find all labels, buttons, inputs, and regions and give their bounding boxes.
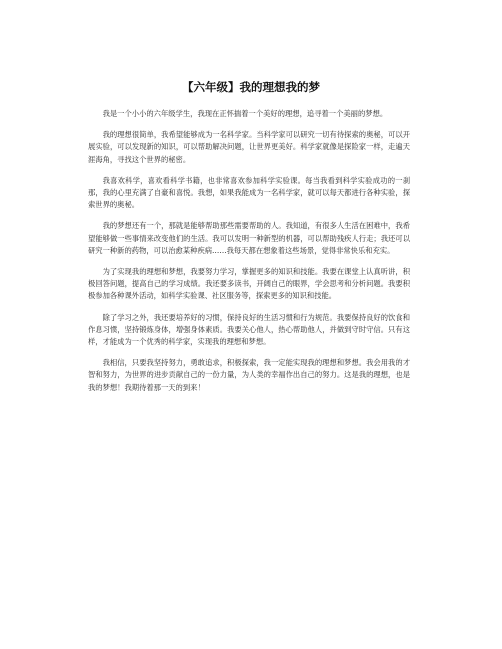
paragraph-2: 我的理想很简单，我希望能够成为一名科学家。当科学家可以研究一切有待探索的奥秘，可以开展实验，可以发现新的知识，可以帮助解决问题，让世界更美好。科学家就像是探险家一样，走遍天涯海角，寻找这个世界的秘密。 xyxy=(88,130,410,164)
document-body xyxy=(88,108,410,403)
document-title: 【六年级】我的理想我的梦 xyxy=(182,80,320,94)
paragraph-5: 为了实现我的理想和梦想，我要努力学习，掌握更多的知识和技能。我要在课堂上认真听讲，积极回答问题，提高自己的学习成绩。我还要多读书，开阔自己的眼界，学会思考和分析问题。我要积极参加各种课外活动，如科学实验课、社区服务等，探索更多的知识和技能。 xyxy=(88,267,410,301)
paragraph-3: 我喜欢科学，喜欢看科学书籍，也非常喜欢参加科学实验课。每当我看到科学实验成功的一刹那，我的心里充满了自豪和喜悦。我想，如果我能成为一名科学家，就可以每天都进行各种实验，探索世界的奥秘。 xyxy=(88,175,410,210)
paragraph-4: 我的梦想还有一个，那就是能够帮助那些需要帮助的人。我知道，有很多人生活在困难中，我希望能够做一些事情来改变他们的生活。我可以发明一种新型的机器，可以帮助残疾人行走；我还可以研究一种新的药物，可以治愈某种疾病……我每天都在想象着这些场景，觉得非常快乐和充实。 xyxy=(88,221,410,255)
paragraph-1: 我是一个小小的六年级学生，我现在正怀揣着一个美好的理想，追寻着一个美丽的梦想。 xyxy=(102,109,388,118)
paragraph-6: 除了学习之外，我还要培养好的习惯，保持良好的生活习惯和行为规范。我要保持良好的饮食和作息习惯，坚持锻炼身体，增强身体素质。我要关心他人，热心帮助他人，并做到守时守信。只有这样，才能成为一个优秀的科学家，实现我的理想和梦想。 xyxy=(88,312,410,347)
paragraph-7: 我相信，只要我坚持努力，勇敢追求，积极探索，我一定能实现我的理想和梦想。我会用我的才智和努力，为世界的进步贡献自己的一份力量，为人类的幸福作出自己的努力。这是我的理想，也是我的梦想！我期待着那一天的到来！ xyxy=(88,358,410,392)
